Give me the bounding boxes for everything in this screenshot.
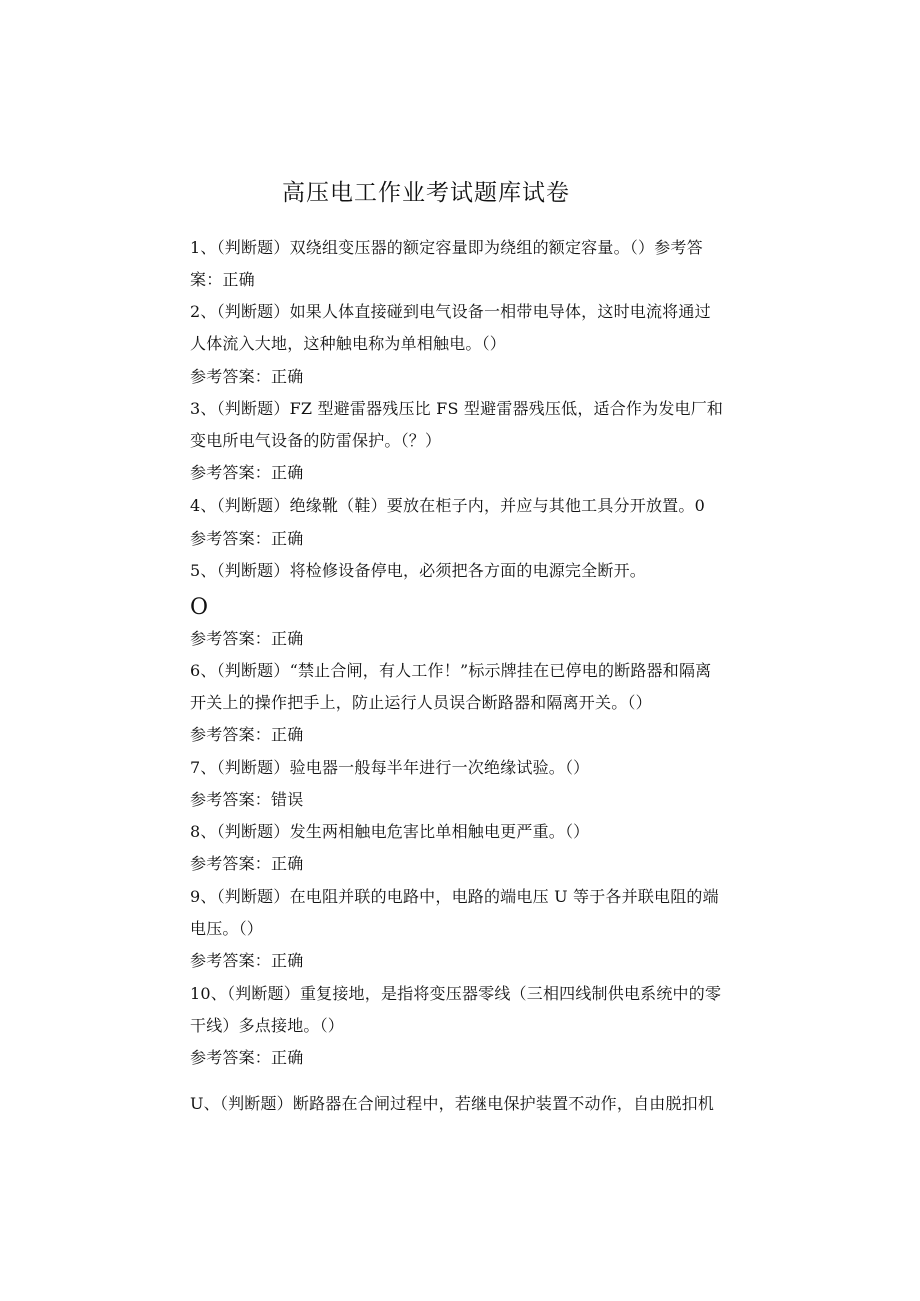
q10-line-1: 10、（判断题）重复接地，是指将变压器零线（三相四线制供电系统中的零 <box>190 984 722 1003</box>
q5-line-1: 5、（判断题）将检修设备停电，必须把各方面的电源完全断开。 <box>190 561 646 580</box>
q2-line-2: 人体流入大地，这种触电称为单相触电。（） <box>190 334 507 353</box>
q6-line-1: 6、（判断题）“禁止合闸，有人工作！”标示牌挂在已停电的断路器和隔离 <box>190 661 712 680</box>
q9-line-1: 9、（判断题）在电阻并联的电路中，电路的端电压 U 等于各并联电阻的端 <box>190 887 719 906</box>
q11-line-1: U、（判断题）断路器在合闸过程中，若继电保护装置不动作，自由脱扣机 <box>190 1094 715 1113</box>
q2-answer: 参考答案：正确 <box>190 367 304 386</box>
q4-line-1: 4、（判断题）绝缘靴（鞋）要放在柜子内，并应与其他工具分开放置。0 <box>190 496 705 515</box>
q9-answer: 参考答案：正确 <box>190 951 304 970</box>
q1-line-2: 案：正确 <box>190 270 255 289</box>
q8-answer: 参考答案：正确 <box>190 854 304 873</box>
q5-answer: 参考答案：正确 <box>190 629 304 648</box>
q5-line-2: O <box>190 595 209 620</box>
q3-answer: 参考答案：正确 <box>190 463 304 482</box>
q3-line-2: 变电所电气设备的防雷保护。（？） <box>190 431 442 450</box>
q6-line-2: 开关上的操作把手上，防止运行人员误合断路器和隔离开关。（） <box>190 693 652 712</box>
q8-line-1: 8、（判断题）发生两相触电危害比单相触电更严重。（） <box>190 822 590 841</box>
q2-line-1: 2、（判断题）如果人体直接碰到电气设备一相带电导体，这时电流将通过 <box>190 302 711 321</box>
q1-line-1: 1、（判断题）双绕组变压器的额定容量即为绕组的额定容量。（）参考答 <box>190 238 703 257</box>
q10-line-2: 干线）多点接地。（） <box>190 1016 345 1035</box>
page-title: 高压电工作业考试题库试卷 <box>282 180 570 206</box>
q9-line-2: 电压。（） <box>190 919 264 938</box>
q7-answer: 参考答案：错误 <box>190 790 304 809</box>
q4-answer: 参考答案：正确 <box>190 529 304 548</box>
q6-answer: 参考答案：正确 <box>190 725 304 744</box>
q3-line-1: 3、（判断题）FZ 型避雷器残压比 FS 型避雷器残压低，适合作为发电厂和 <box>190 399 724 418</box>
q7-line-1: 7、（判断题）验电器一般每半年进行一次绝缘试验。（） <box>190 758 590 777</box>
q10-answer: 参考答案：正确 <box>190 1048 304 1067</box>
